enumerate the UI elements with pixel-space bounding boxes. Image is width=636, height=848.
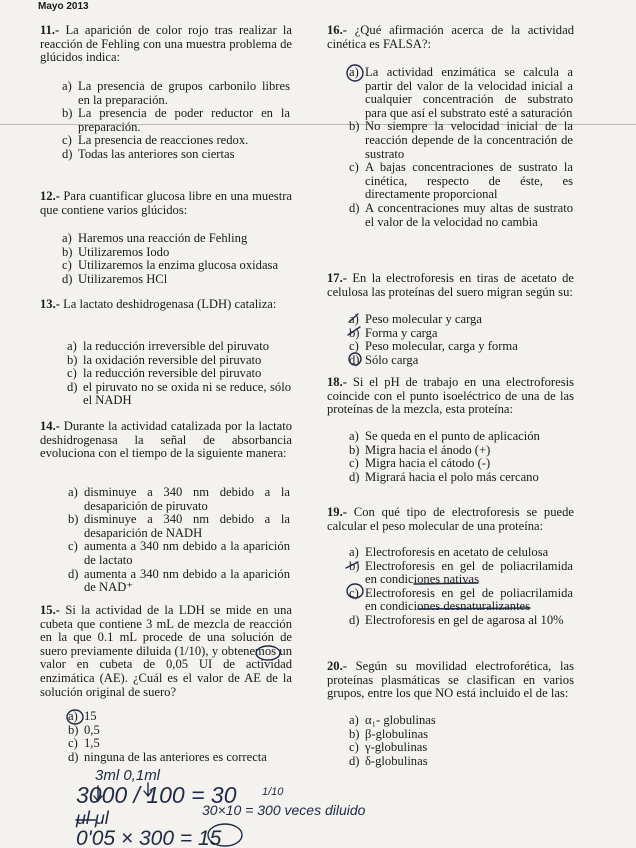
option-11-c[interactable]: c) La presencia de reacciones redox.: [62, 133, 249, 148]
handwritten-line-3: 30×10 = 300 veces diluido: [202, 802, 366, 818]
option-17-b[interactable]: b) Forma y carga: [349, 325, 438, 340]
option-15-d[interactable]: d) ninguna de las anteriores es correcta: [68, 749, 267, 764]
handwritten-dilution: 1/10: [262, 786, 284, 798]
option-12-a[interactable]: a) Haremos una reacción de Fehling: [62, 231, 248, 245]
question-15-stem: 15.- Si la actividad de la LDH se mide en una cubeta que contiene 3 mL de mezcla de reacción en la que 0.1 mL procede de una solución de suero previamente diluida (1/10), y obtenemos un valor en cubeta de 0,05 UI de actividad enzimática (AE). ¿Cuál es el valor de AE de la solución original de suero?: [40, 603, 292, 699]
option-19-b[interactable]: b) Electroforesis en gel de poliacrilamida en condiciones nativas: [349, 558, 573, 587]
question-13-options: [67, 340, 291, 408]
option-20-c[interactable]: c) γ-globulinas: [349, 740, 428, 755]
option-12-b[interactable]: b) Utilizaremos Iodo: [62, 244, 170, 259]
question-11-stem: 11.- La aparición de color rojo tras realizar la reacción de Fehling con una muestra problema de glúcidos indica:: [40, 23, 292, 65]
option-20-b[interactable]: b) β-globulinas: [349, 726, 429, 741]
question-16-options: [349, 66, 573, 229]
option-13-d[interactable]: d) el piruvato no se oxida ni se reduce, sólo el NADH: [67, 379, 291, 408]
option-16-b[interactable]: b) No siempre la velocidad inicial de la reacción depende de la concentración de sustrato: [349, 119, 573, 161]
option-20-a[interactable]: a) α₁- globulinas: [349, 713, 436, 727]
question-19-stem: 19.- Con qué tipo de electroforesis se puede calcular el peso molecular de una proteína:: [327, 505, 574, 533]
option-18-a[interactable]: a) Se queda en el punto de aplicación: [349, 429, 540, 443]
option-11-b[interactable]: b) La presencia de poder reductor en la preparación.: [62, 106, 290, 134]
question-20-stem: 20.- Según su movilidad electroforética, las proteínas plasmáticas se clasifican en varios grupos, entre los que NO está incluido el de las:: [327, 659, 574, 701]
question-17-stem: 17.- En la electroforesis en tiras de acetato de celulosa las proteínas del suero migran según su:: [327, 271, 574, 299]
option-20-d[interactable]: d) δ-globulinas: [349, 753, 428, 768]
option-12-c[interactable]: c) Utilizaremos la enzima glucosa oxidasa: [62, 258, 279, 273]
question-17-options: [349, 313, 573, 367]
option-15-a[interactable]: a) 15: [68, 709, 97, 723]
option-15-c[interactable]: c) 1,5: [68, 736, 100, 751]
question-19-options: [349, 546, 573, 628]
question-15-options: [68, 710, 290, 764]
option-17-c[interactable]: c) Peso molecular, carga y forma: [349, 339, 518, 354]
handwritten-line-2-units: μl μl: [76, 808, 109, 828]
option-14-d[interactable]: d) aumenta a 340 nm debido a la aparición de NAD⁺: [68, 566, 290, 595]
option-16-a[interactable]: a) La actividad enzimática se calcula a partir del valor de la velocidad inicial a cualquier concentración de substrato para que así el substrato esté a saturación: [349, 65, 573, 120]
option-11-a[interactable]: a) La presencia de grupos carbonilo libres en la preparación.: [62, 79, 290, 107]
option-15-b[interactable]: b) 0,5: [68, 722, 100, 737]
handwritten-line-4: 0'05 × 300 = 15: [76, 827, 222, 848]
question-12-stem: 12.- Para cuantificar glucosa libre en una muestra que contiene varios glúcidos:: [40, 189, 292, 217]
option-18-b[interactable]: b) Migra hacia el ánodo (+): [349, 442, 491, 457]
option-19-d[interactable]: d) Electroforesis en gel de agarosa al 10%: [349, 612, 564, 627]
option-13-c[interactable]: c) la reducción reversible del piruvato: [67, 366, 262, 381]
option-17-d[interactable]: d) Sólo carga: [349, 352, 419, 367]
handwritten-line-2: 3000 / 100 = 30: [76, 782, 237, 808]
question-13-stem: 13.- La lactato deshidrogenasa (LDH) cataliza:: [40, 297, 277, 311]
option-13-a[interactable]: a) la reducción irreversible del piruvato: [67, 339, 270, 353]
exam-date: Mayo 2013: [38, 1, 89, 12]
question-14-options: [68, 486, 290, 595]
question-16-stem: 16.- ¿Qué afirmación acerca de la actividad cinética es FALSA?:: [327, 23, 574, 51]
question-18-stem: 18.- Si el pH de trabajo en una electroforesis coincide con el punto isoeléctrico de una de las proteínas de la mezcla, esta proteína:: [327, 375, 574, 417]
handwritten-line-1: 3ml 0,1ml: [95, 767, 161, 784]
option-14-b[interactable]: b) disminuye a 340 nm debido a la desaparición de NADH: [68, 512, 290, 540]
option-11-d[interactable]: d) Todas las anteriores son ciertas: [62, 146, 235, 161]
option-19-c[interactable]: c) Electroforesis en gel de poliacrilamida en condiciones desnaturalizantes: [349, 585, 573, 614]
option-19-a[interactable]: a) Electroforesis en acetato de celulosa: [349, 545, 549, 559]
question-20-options: [349, 714, 573, 768]
option-14-c[interactable]: c) aumenta a 340 nm debido a la aparición de lactato: [68, 539, 290, 567]
arrow-3ml: [94, 786, 102, 801]
option-13-b[interactable]: b) la oxidación reversible del piruvato: [67, 352, 262, 367]
arrow-01ml: [144, 783, 152, 796]
option-18-c[interactable]: c) Migra hacia el cátodo (-): [349, 456, 491, 471]
question-12-options: [62, 232, 290, 286]
option-16-d[interactable]: d) A concentraciones muy altas de sustrato el valor de la velocidad no cambia: [349, 200, 573, 229]
question-11-options: [62, 80, 290, 162]
option-16-c[interactable]: c) A bajas concentraciones de sustrato la cinética, respecto de éste, es directamente proporcional: [349, 160, 573, 202]
question-14-stem: 14.- Durante la actividad catalizada por la lactato deshidrogenasa la señal de absorbancia evoluciona con el tiempo de la siguiente manera:: [40, 419, 293, 461]
circle-final-15: [208, 824, 242, 846]
option-12-d[interactable]: d) Utilizaremos HCl: [62, 271, 168, 286]
option-18-d[interactable]: d) Migrará hacia el polo más cercano: [349, 469, 539, 484]
question-18-options: [349, 430, 573, 484]
option-14-a[interactable]: a) disminuye a 340 nm debido a la desaparición de piruvato: [68, 485, 290, 513]
option-17-a[interactable]: a) Peso molecular y carga: [349, 312, 482, 326]
